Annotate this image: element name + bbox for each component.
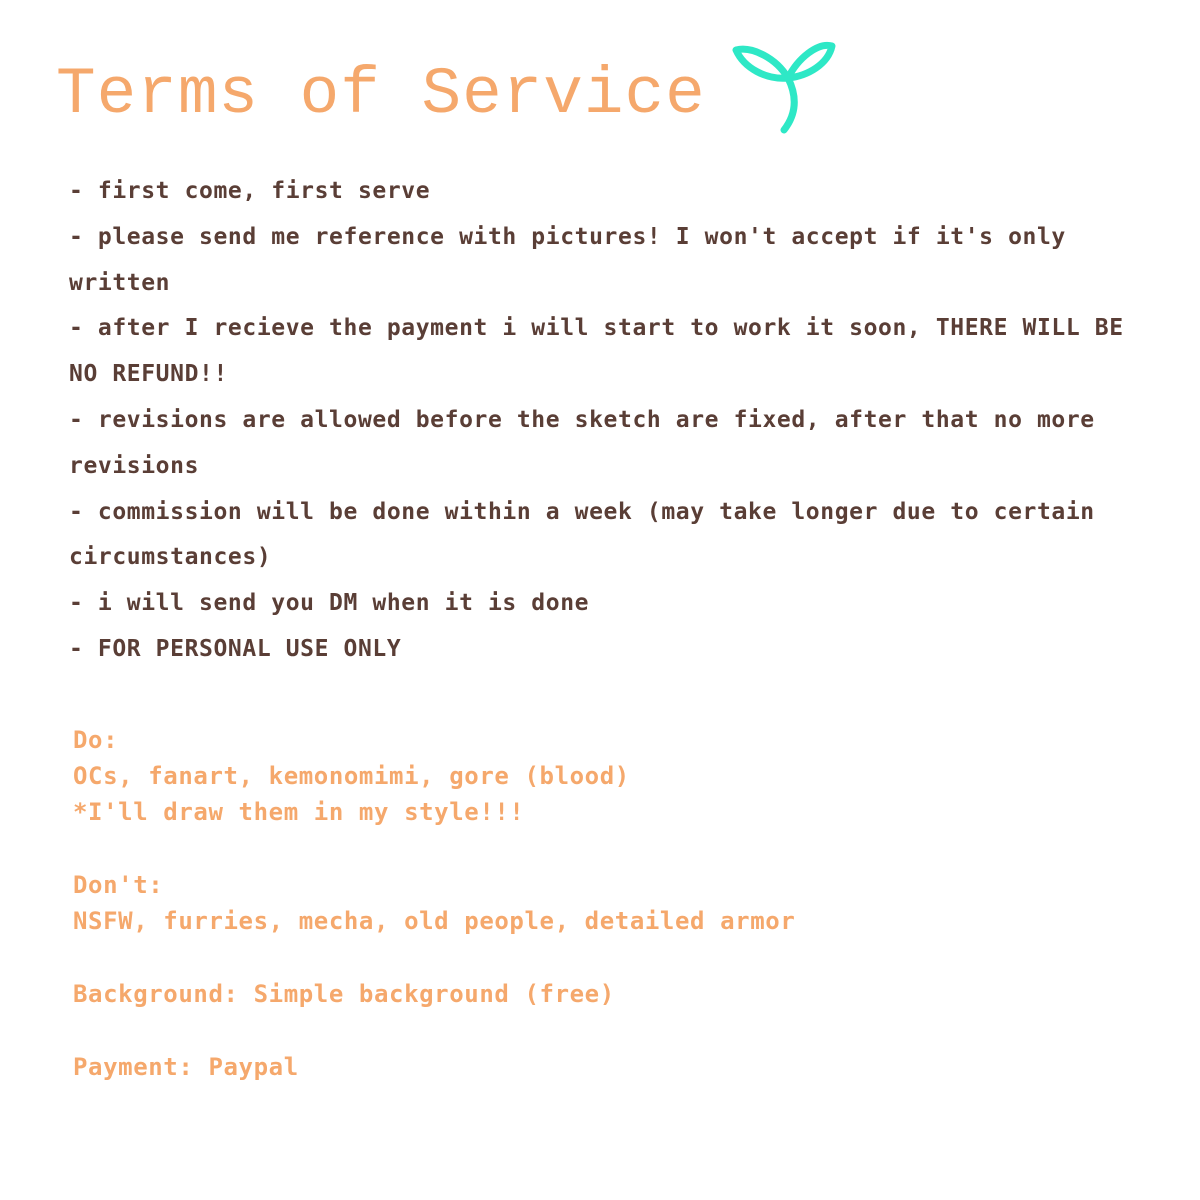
do-heading: Do: xyxy=(73,726,119,754)
payment-line: Payment: Paypal xyxy=(73,1053,299,1081)
rule-item: - first come, first serve xyxy=(69,178,431,204)
rule-item: - please send me reference with pictures! I won't accept if it's only written xyxy=(69,223,1066,296)
background-line: Background: Simple background (free) xyxy=(73,980,615,1008)
rule-item: - revisions are allowed before the sketch are fixed, after that no more revisions xyxy=(69,406,1095,479)
dont-items: NSFW, furries, mecha, old people, detailed armor xyxy=(73,907,796,935)
do-items: OCs, fanart, kemonomimi, gore (blood) xyxy=(73,762,630,790)
do-section xyxy=(73,722,1153,830)
payment-section xyxy=(73,1049,1153,1085)
rule-item: - after I recieve the payment i will start to work it soon, THERE WILL BE NO REFUND!! xyxy=(69,315,1124,388)
background-section xyxy=(73,976,1153,1012)
dont-heading: Don't: xyxy=(73,871,164,899)
sprout-icon xyxy=(732,36,838,136)
do-note: *I'll draw them in my style!!! xyxy=(73,798,525,826)
dont-section xyxy=(73,867,1153,939)
rule-item: - FOR PERSONAL USE ONLY xyxy=(69,635,402,662)
rule-item: - commission will be done within a week (may take longer due to certain circumstances) xyxy=(69,498,1095,571)
info-section xyxy=(73,722,1153,1122)
rules-list xyxy=(69,169,1149,673)
rule-item: - i will send you DM when it is done xyxy=(69,590,590,617)
page-title: Terms of Service xyxy=(56,57,706,132)
